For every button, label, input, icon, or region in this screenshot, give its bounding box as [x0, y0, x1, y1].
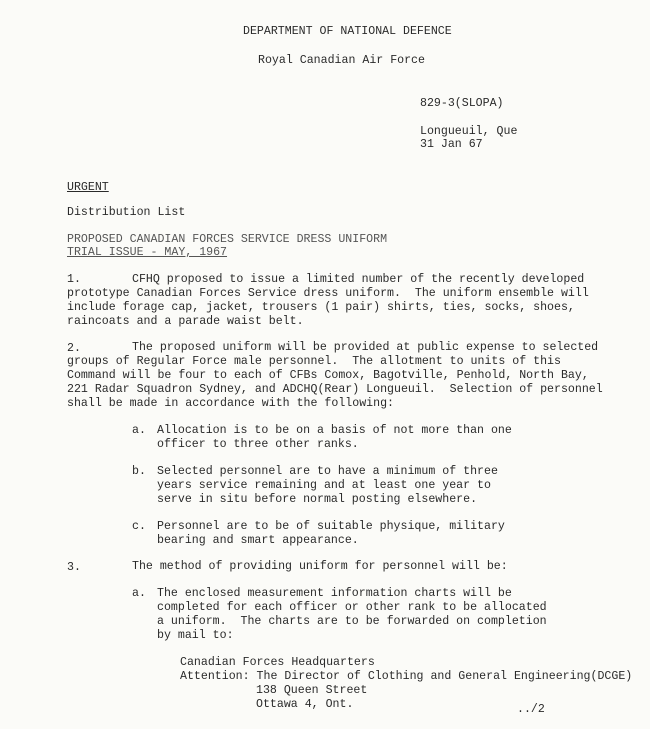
para2-item-a-line-1: Allocation is to be on a basis of not more than one [157, 424, 512, 437]
para3-intro: The method of providing uniform for personnel will be: [132, 560, 508, 573]
para2-line-4: 221 Radar Squadron Sydney, and ADCHQ(Rear) Longueuil. Selection of personnel [67, 383, 603, 396]
file-reference: 829-3(SLOPA) [420, 97, 504, 110]
address-line-1: Canadian Forces Headquarters [180, 656, 375, 669]
para2-number: 2. [67, 342, 81, 355]
continuation-marker: ../2 [517, 703, 545, 716]
para3-item-a-letter: a. [132, 587, 146, 600]
para1-line-4: raincoats and a parade waist belt. [67, 315, 304, 328]
para2-item-c-letter: c. [132, 520, 146, 533]
subject-line-2: TRIAL ISSUE - MAY, 1967 [67, 246, 228, 259]
priority-marking: URGENT [67, 181, 109, 194]
para2-item-c-line-1: Personnel are to be of suitable physique, military [157, 520, 505, 533]
para2-item-b-line-2: years service remaining and at least one year to [157, 479, 491, 492]
service-heading: Royal Canadian Air Force [258, 54, 425, 67]
address-line-3: 138 Queen Street [256, 684, 368, 697]
para3-item-a-line-1: The enclosed measurement information charts will be [157, 587, 512, 600]
para3-item-a-line-2: completed for each officer or other rank to be allocated [157, 601, 547, 614]
department-heading: DEPARTMENT OF NATIONAL DEFENCE [243, 25, 452, 38]
para2-item-a-line-2: officer to three other ranks. [157, 438, 359, 451]
address-line-2: Attention: The Director of Clothing and General Engineering(DCGE) [180, 670, 633, 683]
para3-number: 3. [67, 561, 81, 574]
para2-line-5: shall be made in accordance with the following: [67, 397, 394, 410]
para2-item-b-line-3: serve in situ before normal posting elsewhere. [157, 493, 478, 506]
para2-item-b-line-1: Selected personnel are to have a minimum of three [157, 465, 498, 478]
subject-line-1: PROPOSED CANADIAN FORCES SERVICE DRESS UNIFORM [67, 233, 388, 246]
para1-line-3: include forage cap, jacket, trousers (1 pair) shirts, ties, socks, shoes, [67, 301, 575, 314]
para2-item-c-line-2: bearing and smart appearance. [157, 534, 359, 547]
para3-item-a-line-3: a uniform. The charts are to be forwarded on completion [157, 615, 547, 628]
para1-number: 1. [67, 273, 81, 286]
para1-line-1: CFHQ proposed to issue a limited number of the recently developed [132, 273, 585, 286]
para2-item-b-letter: b. [132, 465, 146, 478]
para2-line-2: groups of Regular Force male personnel. The allotment to units of this [67, 355, 561, 368]
para3-item-a-line-4: by mail to: [157, 629, 234, 642]
place: Longueuil, Que [420, 125, 518, 138]
para2-line-1: The proposed uniform will be provided at public expense to selected [132, 341, 599, 354]
addressee: Distribution List [67, 206, 186, 219]
date: 31 Jan 67 [420, 138, 483, 151]
para2-line-3: Command will be four to each of CFBs Comox, Bagotville, Penhold, North Bay, [67, 369, 589, 382]
para2-item-a-letter: a. [132, 424, 146, 437]
para1-line-2: prototype Canadian Forces Service dress uniform. The uniform ensemble will [67, 287, 589, 300]
address-line-4: Ottawa 4, Ont. [256, 698, 354, 711]
